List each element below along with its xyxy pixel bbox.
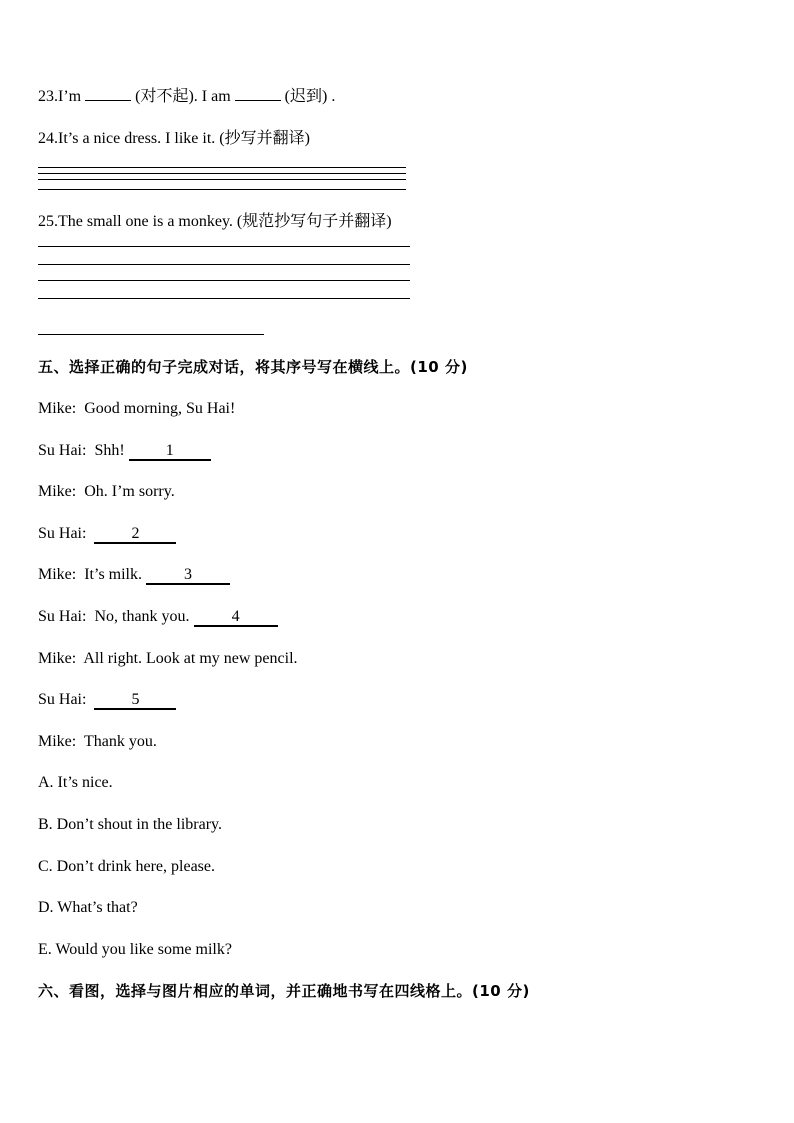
- writing-line[interactable]: [38, 189, 406, 190]
- answer-blank[interactable]: 3: [146, 567, 230, 585]
- dialog-text: Oh. I’m sorry.: [84, 483, 175, 500]
- answer-blank-1[interactable]: [85, 100, 131, 101]
- dialog-line: [38, 732, 157, 752]
- speaker: Su Hai:: [38, 442, 87, 459]
- speaker: Mike:: [38, 650, 77, 667]
- dialog-text: No, thank you.: [94, 608, 190, 625]
- answer-blank[interactable]: 1: [129, 443, 211, 461]
- speaker: Mike:: [38, 400, 77, 417]
- speaker: Mike:: [38, 733, 77, 750]
- question-text: I’m: [58, 88, 82, 105]
- question-number: 23.: [38, 88, 58, 105]
- speaker: Mike:: [38, 566, 77, 583]
- answer-blank-2[interactable]: [235, 100, 281, 101]
- writing-line[interactable]: [38, 173, 406, 174]
- section-5-title: 五、选择正确的句子完成对话，将其序号写在横线上。(10 分): [38, 358, 468, 376]
- dialog-line: [38, 441, 211, 461]
- speaker: Su Hai:: [38, 691, 87, 708]
- answer-blank[interactable]: 2: [94, 526, 176, 544]
- dialog-line: [38, 690, 176, 710]
- writing-line[interactable]: [38, 298, 410, 299]
- writing-line[interactable]: [38, 246, 410, 247]
- dialog-text: All right. Look at my new pencil.: [83, 650, 298, 667]
- answer-blank[interactable]: 5: [94, 692, 176, 710]
- question-23: [38, 87, 335, 107]
- option-d: D. What’s that?: [38, 899, 138, 916]
- hint-text: (迟到) .: [284, 88, 336, 105]
- answer-blank[interactable]: 4: [194, 609, 278, 627]
- dialog-line: [38, 524, 176, 544]
- writing-line[interactable]: [38, 334, 264, 335]
- writing-line[interactable]: [38, 179, 406, 180]
- speaker: Su Hai:: [38, 608, 87, 625]
- dialog-line: [38, 482, 175, 502]
- dialog-line: [38, 649, 298, 669]
- speaker: Su Hai:: [38, 525, 87, 542]
- question-24: 24.It’s a nice dress. I like it. (抄写并翻译): [38, 130, 310, 147]
- hint-text: (对不起). I am: [135, 88, 231, 105]
- section-6-title: 六、看图，选择与图片相应的单词，并正确地书写在四线格上。(10 分): [38, 982, 530, 1000]
- dialog-line: [38, 565, 230, 585]
- question-25: 25.The small one is a monkey. (规范抄写句子并翻译): [38, 213, 392, 230]
- dialog-text: Good morning, Su Hai!: [84, 400, 236, 417]
- dialog-line: [38, 607, 278, 627]
- writing-line[interactable]: [38, 264, 410, 265]
- dialog-text: Thank you.: [83, 733, 157, 750]
- writing-line[interactable]: [38, 280, 410, 281]
- option-c: C. Don’t drink here, please.: [38, 858, 215, 875]
- option-e: E. Would you like some milk?: [38, 941, 232, 958]
- dialog-line: [38, 399, 235, 419]
- option-b: B. Don’t shout in the library.: [38, 816, 222, 833]
- option-a: A. It’s nice.: [38, 774, 113, 791]
- writing-line[interactable]: [38, 167, 406, 168]
- dialog-text: It’s milk.: [84, 566, 142, 583]
- dialog-text: Shh!: [94, 442, 125, 459]
- speaker: Mike:: [38, 483, 77, 500]
